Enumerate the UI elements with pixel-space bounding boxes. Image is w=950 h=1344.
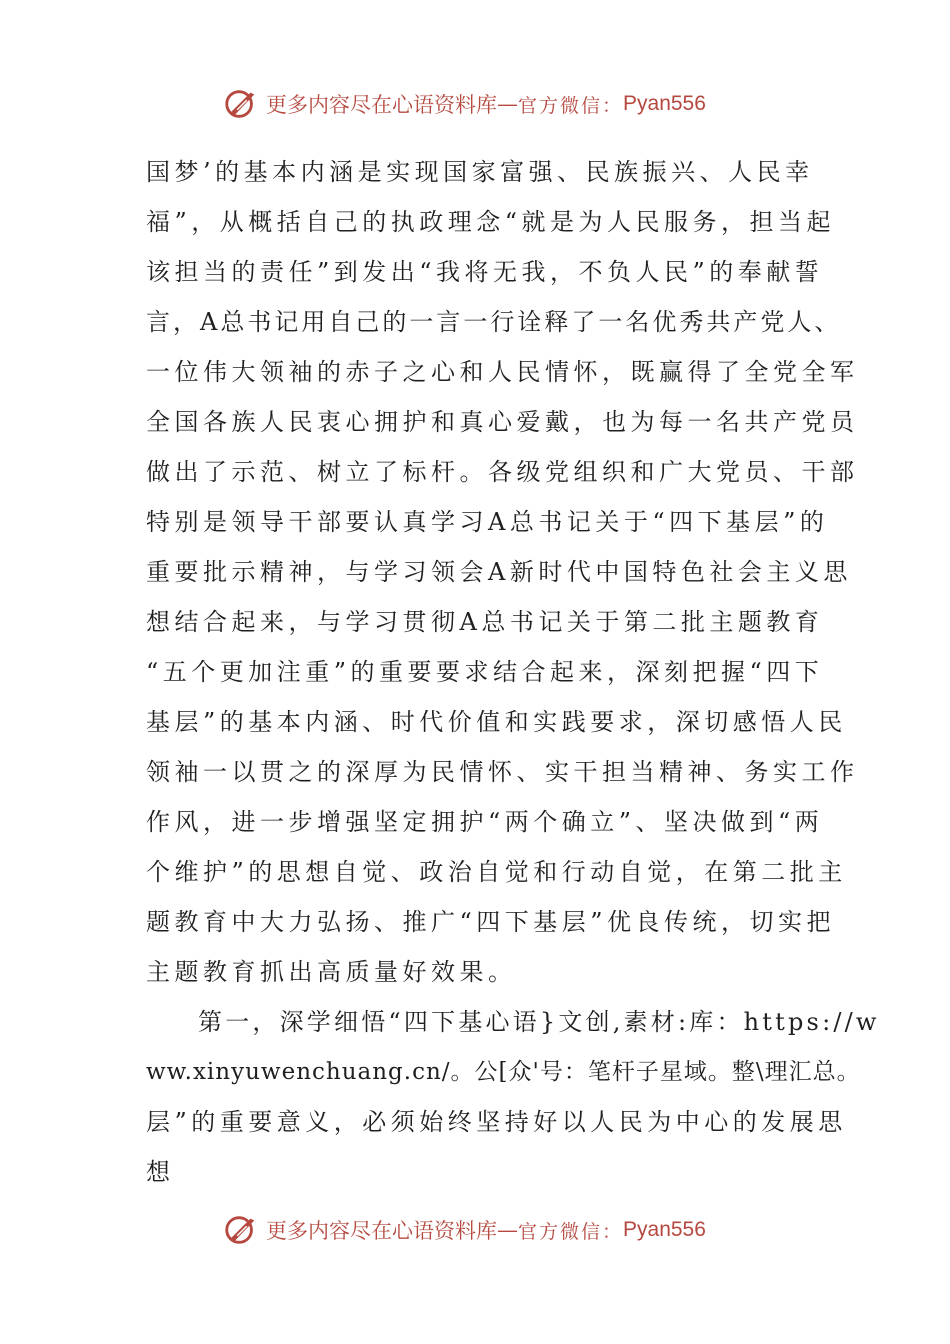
text-line: 作风，进一步增强坚定拥护“两个确立”、坚决做到“两 <box>146 808 824 836</box>
text-line: 福”，从概括自己的执政理念“就是为人民服务，担当起 <box>146 208 836 236</box>
text-line: 想结合起来，与学习贯彻A总书记关于第二批主题教育 <box>146 608 824 636</box>
text-line: 该担当的责任”到发出“我将无我，不负人民”的奉献誓 <box>146 258 824 286</box>
banner-contact-label: 官方微信： <box>518 94 624 117</box>
paragraph-line: 层”的重要意义，必须始终坚持好以人民为中心的发展思 <box>146 1108 847 1136</box>
banner-contact-id: Pyan556 <box>623 1218 706 1241</box>
paragraph-line: 第一，深学细悟“四下基心语}文创,素材:库：https://w <box>198 1008 880 1036</box>
text-line: 领袖一以贯之的深厚为民情怀、实干担当精神、务实工作 <box>146 758 859 786</box>
text-line: 题教育中大力弘扬、推广“四下基层”优良传统，切实把 <box>146 908 836 936</box>
banner-contact-label: 官方微信： <box>518 1220 624 1243</box>
paragraph-line: 想 <box>146 1158 175 1186</box>
text-line: “五个更加注重”的重要要求结合起来，深刻把握“四下 <box>146 658 824 686</box>
text-line: 国梦’的基本内涵是实现国家富强、民族振兴、人民幸 <box>146 158 814 186</box>
text-line: 特别是领导干部要认真学习A总书记关于“四下基层”的 <box>146 508 829 536</box>
banner-dash: — <box>497 1218 518 1242</box>
paragraph-line: ww.xinyuwenchuang.cn/。公[众'号：笔杆子星域。整\理汇总。 <box>146 1059 861 1085</box>
text-line: 个维护”的思想自觉、政治自觉和行动自觉，在第二批主 <box>146 858 847 886</box>
banner-text: 更多内容尽在心语资料库 <box>266 1219 497 1243</box>
text-line: 一位伟大领袖的赤子之心和人民情怀，既赢得了全党全军 <box>146 358 859 386</box>
banner-text: 更多内容尽在心语资料库 <box>266 93 497 117</box>
text-line: 言，A总书记用自己的一言一行诠释了一名优秀共产党人、 <box>146 308 842 336</box>
text-line: 主题教育抓出高质量好效果。 <box>146 958 517 986</box>
banner-dash: — <box>497 92 518 116</box>
pen-logo-icon <box>222 85 260 123</box>
banner-contact-id: Pyan556 <box>623 92 706 115</box>
header-banner <box>222 80 742 128</box>
text-line: 全国各族人民衷心拥护和真心爱戴，也为每一名共产党员 <box>146 408 859 436</box>
footer-banner <box>222 1206 742 1254</box>
text-line: 重要批示精神，与学习领会A新时代中国特色社会主义思 <box>146 558 852 586</box>
text-line: 做出了示范、树立了标杆。各级党组织和广大党员、干部 <box>146 458 859 486</box>
document-body <box>146 147 880 1197</box>
pen-logo-icon <box>222 1211 260 1249</box>
text-line: 基层”的基本内涵、时代价值和实践要求，深切感悟人民 <box>146 708 847 736</box>
